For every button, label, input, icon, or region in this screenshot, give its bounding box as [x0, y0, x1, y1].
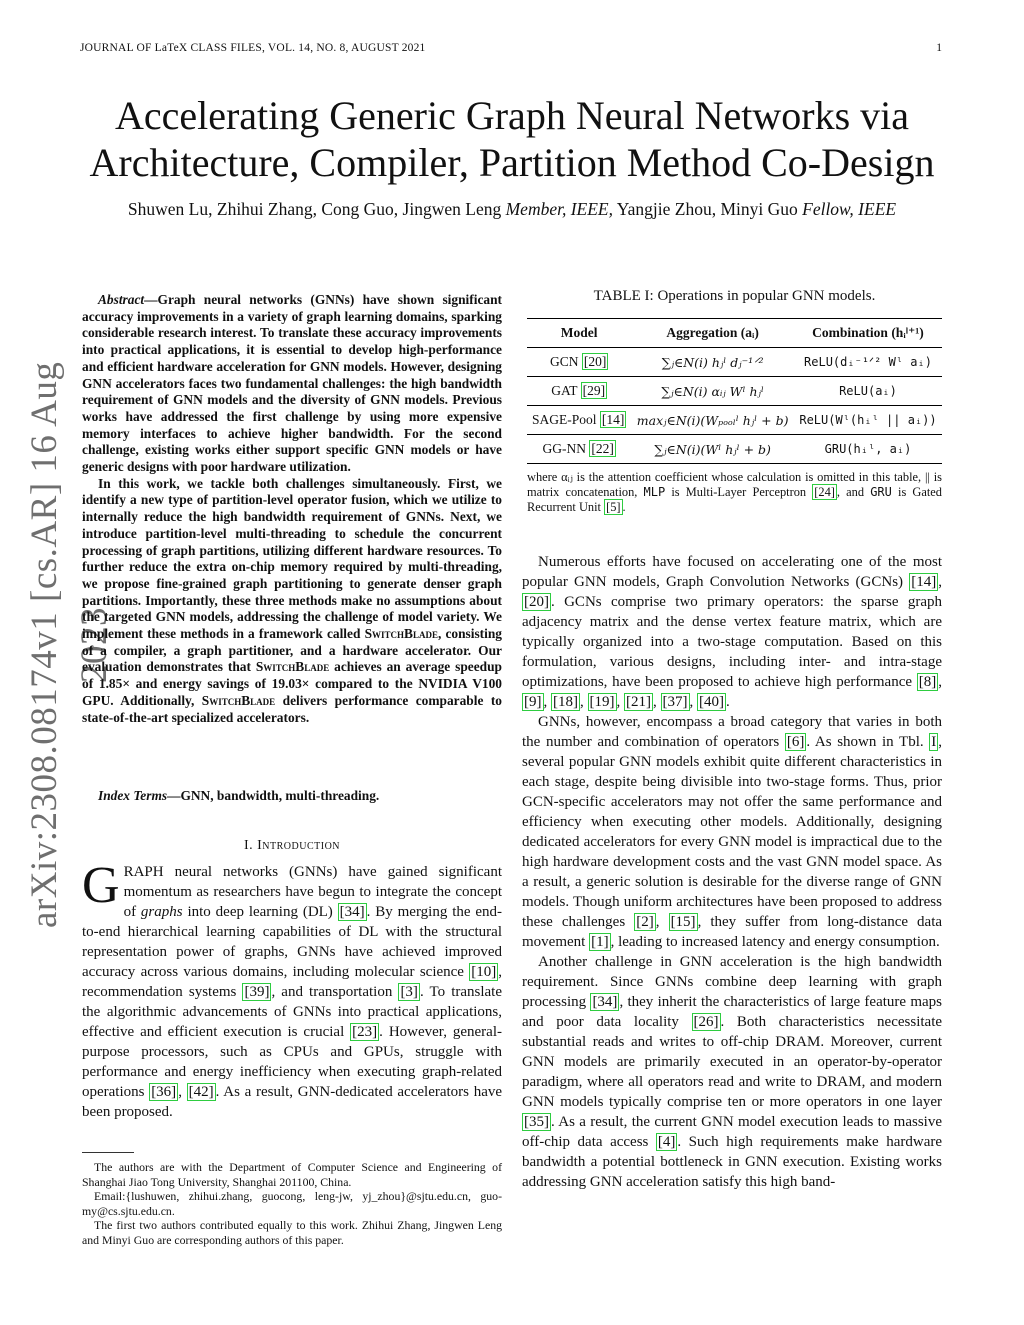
table-note-text: is Multi-Layer Perceptron — [671, 485, 807, 499]
index-terms — [82, 788, 502, 805]
footnote-rule — [82, 1152, 134, 1153]
citation-link[interactable]: [39] — [244, 984, 270, 1000]
model-name: GCN — [549, 354, 579, 369]
model-cell — [527, 435, 631, 464]
citation-link[interactable]: [6] — [786, 734, 805, 750]
body-text: . As shown in Tbl. — [806, 734, 924, 750]
aggregation-cell: ∑ⱼ∈N(i) hⱼˡ dⱼ⁻¹ᐟ² — [631, 348, 794, 377]
citation-link[interactable]: [14] — [911, 574, 937, 590]
intro-text: into deep learning (DL) — [187, 904, 333, 920]
footnotes — [82, 1160, 502, 1248]
index-terms-text: —GNN, bandwidth, multi-threading. — [167, 788, 380, 803]
aggregation-cell: maxⱼ∈N(i)(Wₚₒₒₗˡ hⱼˡ + b) — [631, 406, 794, 435]
author-names-2: Yangjie Zhou, Minyi Guo — [616, 199, 798, 219]
citation-link[interactable]: [15] — [670, 914, 696, 930]
citation-link[interactable]: [37] — [662, 694, 688, 710]
body-text: , they suffer from long-distance data movement — [522, 914, 943, 950]
model-cell — [527, 348, 631, 377]
intro-text: . To translate the algorithmic advancements of GNNs into practical applications, effective and efficient execution is crucial — [82, 984, 502, 1040]
table-note-text: is Gated Recurrent Unit — [527, 485, 942, 514]
citation-link[interactable]: [26] — [693, 1014, 719, 1030]
body-text: , several popular GNN models exhibit quite different characteristics in each stage, despite being divisible into two-stage forms. Thus, prior GCN-specific accelerators may not offer the same performance and efficiency when executing other models. Additionally, designing dedicated accelerators for every GNN model is impractical due to the high hardware development costs and the vast GNN model space. As a result, a generic solution is desirable for the diverse range of GNN models. Though uniform architectures have been proposed to address these challenges — [522, 734, 943, 930]
abstract-lead: Abstract — [98, 292, 145, 307]
abstract-text-2b: , consisting of a compiler, a graph partitioner, and a hardware accelerator. Our evaluation demonstrates that — [82, 626, 502, 675]
combination-cell: GRU(hᵢˡ, aᵢ) — [794, 435, 942, 464]
citation-link[interactable]: [24] — [814, 485, 835, 499]
author-list — [60, 199, 964, 220]
paper-title: Accelerating Generic Graph Neural Networks via Architecture, Compiler, Partition Method Co-Design — [89, 93, 935, 185]
citation-link[interactable]: [36] — [151, 1084, 177, 1100]
citation-link[interactable]: [20] — [524, 594, 549, 610]
arxiv-stamp: arXiv:2308.08174v1 [cs.AR] 16 Aug 2023 — [24, 361, 115, 929]
table-note — [527, 470, 942, 515]
body-text: Numerous efforts have focused on accelerating one of the most popular GNN models, Graph Convolution Networks (GCNs) — [522, 554, 942, 590]
table-row — [527, 377, 942, 406]
citation-link[interactable]: [20] — [583, 354, 607, 369]
body-paragraph: Numerous efforts have focused on accelerating one of the most popular GNN models, Graph Convolution Networks (GCNs) [14] , [20] . GCNs comprise two primary operators: the sparse graph adjacency matrix and the dense vertex feature matrix, which are typically organized into a two-stage computation. Based on this formulation, various designs, including inter- and intra-stage optimizations, have been proposed to achieve high performance [8] , [9] , [18] , [19] , [21] , [37] , [40] . — [522, 554, 943, 710]
intro-text: RAPH neural networks (GNNs) have gained significant momentum as researchers have begun to integrate the concept of — [123, 864, 502, 920]
intro-emphasis: graphs — [140, 904, 183, 920]
body-text: , leading to increased latency and energy consumption. — [610, 934, 940, 950]
right-column-body — [522, 552, 942, 1192]
citation-link[interactable]: [8] — [918, 674, 937, 690]
intro-text: , recommendation systems — [82, 964, 502, 1000]
body-paragraph — [522, 952, 942, 1192]
footnote-email: Email:{lushuwen, zhihui.zhang, guocong, leng-jw, yj_zhou}@sjtu.edu.cn, guo-my@cs.sjtu.edu.cn. — [82, 1189, 502, 1218]
author-role-1: Member, IEEE, — [505, 199, 613, 219]
footnote-corresponding: The first two authors contributed equally to this work. Zhihui Zhang, Jingwen Leng and Minyi Guo are corresponding authors of this paper. — [82, 1218, 502, 1247]
introduction-body — [82, 857, 503, 1122]
index-terms-lead: Index Terms — [98, 788, 168, 803]
citation-link[interactable]: [9] — [524, 694, 542, 710]
body-text: , they inherit the characteristics of large feature maps and poor data locality — [522, 994, 942, 1030]
citation-link[interactable]: [18] — [553, 694, 578, 710]
column-header-combination: Combination (hᵢˡ⁺¹) — [794, 319, 942, 348]
citation-link[interactable]: [34] — [592, 994, 618, 1010]
table-row — [527, 406, 942, 435]
dropcap: G — [82, 857, 120, 914]
citation-link[interactable]: [42] — [188, 1084, 214, 1100]
citation-link[interactable]: [40] — [699, 694, 724, 710]
body-text: . Such high requirements make hardware bandwidth a potential bottleneck in GNN execution. Existing works addressing GNN acceleration satisfy this high band- — [522, 1134, 943, 1190]
page-number: 1 — [936, 42, 942, 54]
model-name: GAT — [551, 383, 578, 398]
table-header-row — [527, 319, 942, 348]
running-head: JOURNAL OF LaTeX CLASS FILES, VOL. 14, NO. 8, AUGUST 2021 — [80, 42, 426, 54]
author-names-1: Shuwen Lu, Zhihui Zhang, Cong Guo, Jingwen Leng — [127, 199, 502, 219]
table-row — [527, 435, 942, 464]
code-term: MLP — [643, 485, 666, 499]
citation-link[interactable]: [23] — [352, 1024, 378, 1040]
section-heading: I. Introduction — [243, 838, 341, 853]
body-text: . GCNs comprise two primary operators: the sparse graph adjacency matrix and the dense vertex feature matrix, which are typically organized into a two-stage computation. Based on this formulation, various designs, including inter- and intra-stage optimizations, have been proposed to achieve high performance — [522, 594, 942, 690]
footnote-affiliation: The authors are with the Department of Computer Science and Engineering of Shanghai Jiao Tong University, Shanghai 201100, China. — [82, 1160, 502, 1189]
column-header-model: Model — [527, 319, 631, 348]
model-cell — [527, 406, 631, 435]
model-name: SAGE-Pool — [531, 412, 597, 427]
citation-link[interactable]: [2] — [636, 914, 654, 930]
body-text: GNNs, however, encompass a broad category that varies in both the number and combination of operators — [522, 714, 942, 750]
body-text: Another challenge in GNN acceleration is the high bandwidth requirement. Since GNNs combine deep learning with graph processing — [522, 954, 942, 1010]
aggregation-cell: ∑ⱼ∈N(i) αᵢⱼ Wˡ hⱼˡ — [631, 377, 794, 406]
citation-link[interactable]: [1] — [591, 934, 609, 950]
combination-cell: ReLU(aᵢ) — [794, 377, 942, 406]
model-name: GG-NN — [542, 441, 586, 456]
system-name: SwitchBlade — [364, 626, 438, 642]
citation-link[interactable]: [22] — [591, 441, 614, 456]
aggregation-cell: ∑ⱼ∈N(i)(Wˡ hⱼˡ + b) — [631, 435, 794, 464]
intro-text: , and transportation — [271, 984, 393, 1000]
intro-text: . As a result, GNN-dedicated accelerators have been proposed. — [82, 1084, 503, 1120]
abstract-text-2a: In this work, we tackle both challenges simultaneously. First, we identify a new type of partition-level operator fusion, which we utilize to internally reduce the high bandwidth requirement of GNNs. Next, we introduce partition-level multi-threading to schedule the concurrent processing of graph partitions, utilizing different hardware resources. To further reduce the extra on-chip memory required by multi-threading, we propose fine-grained graph partitioning to generate denser graph partitions. Importantly, these three methods make no assumptions about the targeted GNN models, addressing the challenge of model variety. We implement these methods in a framework called — [82, 475, 502, 642]
citation-link[interactable]: [3] — [400, 984, 418, 1000]
abstract-text-2c: achieves an average speedup of 1.85× and energy savings of 19.03× compared to the NVIDIA V100 GPU. Additionally, — [82, 659, 502, 708]
citation-link[interactable]: [4] — [657, 1134, 676, 1150]
citation-link[interactable]: [5] — [606, 500, 621, 514]
citation-link[interactable]: [19] — [589, 694, 615, 710]
intro-paragraph-1: GRAPH neural networks (GNNs) have gained significant momentum as researchers have begun to integrate the concept of graphs into deep learning (DL) [34] . By merging the end-to-end hierarchical learning capabilities of DL with the structural representation power of graphs, GNNs have achieved improved accuracy across various domains, including molecular science [10] , recommendation systems [39] , and transportation [3] . To translate the algorithmic advancements of GNNs into practical applications, effective and efficient execution is crucial [23] . However, general-purpose processors, such as CPUs and GPUs, struggle with performance and energy inefficiency when executing graph-related operations [36] , [42] . As a result, GNN-dedicated accelerators have been proposed. — [82, 857, 503, 1120]
abstract-text-2d: delivers performance comparable to state-of-the-art specialized accelerators. — [82, 692, 502, 725]
column-header-aggregation: Aggregation (aᵢ) — [631, 319, 794, 348]
intro-text: . However, general-purpose processors, such as CPUs and GPUs, struggle with performance and energy inefficiency when executing graph-related operations — [82, 1024, 502, 1100]
table-row — [527, 348, 942, 377]
citation-link[interactable]: [34] — [339, 904, 365, 920]
citation-link[interactable]: [10] — [471, 964, 497, 980]
abstract — [82, 292, 502, 726]
citation-link[interactable]: [29] — [582, 383, 606, 398]
table-note-text: where αᵢⱼ is the attention coefficient whose calculation is omitted in this table, || is matrix concatenation, — [527, 470, 942, 499]
intro-text: . By merging the end-to-end hierarchical learning capabilities of DL with the structural representation power of graphs, GNNs have achieved improved accuracy across various domains, including molecular science — [82, 904, 503, 980]
table-caption: TABLE I: Operations in popular GNN models. — [593, 288, 876, 304]
combination-cell: ReLU(Wˡ(hᵢˡ || aᵢ)) — [794, 406, 942, 435]
abstract-paragraph-2 — [82, 476, 502, 727]
table-note-text: . — [622, 500, 626, 514]
code-term: GRU — [870, 485, 892, 499]
body-text: . Both characteristics necessitate substantial reads and writes to off-chip DRAM. Moreover, current GNN models are primarily executed in an operator-by-operator paradigm, where all operators read and write to DRAM, and modern GNN models typically comprise ten or more operators in one layer — [522, 1014, 943, 1110]
model-cell — [527, 377, 631, 406]
table-reference-link[interactable]: I — [931, 734, 937, 750]
author-role-2: Fellow, IEEE — [802, 199, 897, 219]
system-name: SwitchBlade — [255, 659, 330, 675]
body-text: . As a result, the current GNN model execution leads to massive off-chip data access — [522, 1114, 942, 1150]
abstract-paragraph-1 — [82, 292, 502, 476]
citation-link[interactable]: [35] — [524, 1114, 549, 1130]
operations-table — [527, 318, 942, 464]
citation-link[interactable]: [21] — [626, 694, 651, 710]
table-note-text: , and — [836, 485, 865, 499]
body-paragraph: GNNs, however, encompass a broad category that varies in both the number and combination of operators [6] . As shown in Tbl. I , several popular GNN models exhibit quite different characteristics in each stage, despite being divisible into two-stage forms. Thus, prior GCN-specific accelerators may not offer the same performance and efficiency when executing other models. Additionally, designing dedicated accelerators for every GNN model is impractical due to the high hardware development costs and the vast GNN model space. As a result, a generic solution is desirable for the diverse range of GNN models. Though uniform architectures have been proposed to address these challenges [2] , [15] , they suffer from long-distance data movement [1] , leading to increased latency and energy consumption. — [522, 714, 943, 950]
abstract-text-1: —Graph neural networks (GNNs) have shown significant accuracy improvements in a variety of graph learning domains, sparking considerable research interest. To translate these accuracy improvements into practical applications, it is essential to develop high-performance and efficient hardware acceleration for GNN models. However, designing GNN accelerators faces two fundamental challenges: the high bandwidth requirement of GNN models and the diversity of GNN models. Previous works have addressed the first challenge by using more expensive memory interfaces to achieve higher bandwidth. For the second challenge, existing works either support specific GNN models or have generic designs with poor hardware utilization. — [82, 292, 502, 475]
system-name: SwitchBlade — [201, 692, 276, 708]
citation-link[interactable]: [14] — [601, 412, 625, 427]
combination-cell: ReLU(dᵢ⁻¹ᐟ² Wˡ aᵢ) — [794, 348, 942, 377]
